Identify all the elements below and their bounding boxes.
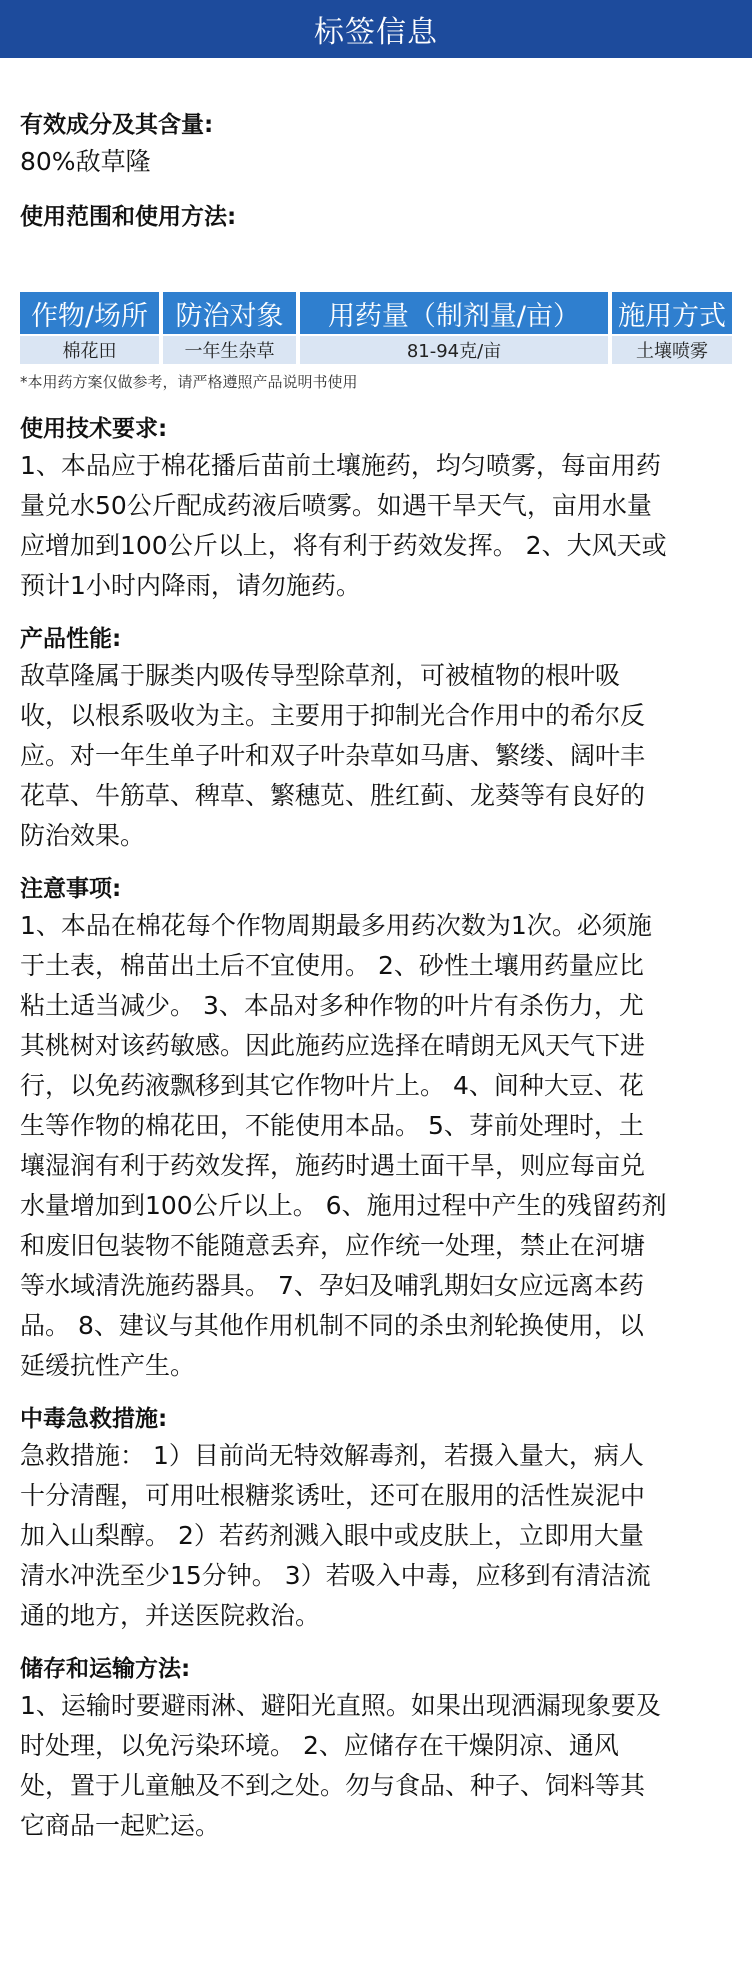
text-line: 防治效果。 xyxy=(20,821,146,850)
text-line: 敌草隆属于脲类内吸传导型除草剂，可被植物的根叶吸 xyxy=(20,661,621,690)
storage-section xyxy=(20,1652,732,1846)
performance-body xyxy=(20,656,732,856)
text-line: 加入山梨醇。 2）若药剂溅入眼中或皮肤上，立即用大量 xyxy=(20,1521,644,1550)
cell-target: 一年生杂草 xyxy=(163,336,296,364)
text-line: 清水冲洗至少15分钟。 3）若吸入中毒，应移到有清洁流 xyxy=(20,1561,651,1590)
text-line: 处，置于儿童触及不到之处。勿与食品、种子、饲料等其 xyxy=(20,1771,646,1800)
table-row xyxy=(20,336,732,364)
firstaid-section xyxy=(20,1402,732,1636)
text-line: 生等作物的棉花田，不能使用本品。 5、芽前处理时，土 xyxy=(20,1111,644,1140)
cautions-section xyxy=(20,872,732,1386)
text-line: 和废旧包装物不能随意丢弃，应作统一处理，禁止在河塘 xyxy=(20,1231,646,1260)
text-line: 1、本品在棉花每个作物周期最多用药次数为1次。必须施 xyxy=(20,911,652,940)
page-title: 标签信息 xyxy=(314,15,438,50)
ingredients-section xyxy=(20,108,732,182)
text-line: 壤湿润有利于药效发挥，施药时遇土面干旱，则应每亩兑 xyxy=(20,1151,646,1180)
text-line: 应增加到100公斤以上，将有利于药效发挥。 2、大风天或 xyxy=(20,531,667,560)
text-line: 应。对一年生单子叶和双子叶杂草如马唐、繁缕、阔叶丰 xyxy=(20,741,646,770)
firstaid-body xyxy=(20,1436,732,1636)
firstaid-title: 中毒急救措施: xyxy=(20,1406,168,1432)
text-line: 通的地方，并送医院救治。 xyxy=(20,1601,321,1630)
performance-title: 产品性能: xyxy=(20,626,122,652)
text-line: 1、运输时要避雨淋、避阳光直照。如果出现洒漏现象要及 xyxy=(20,1691,661,1720)
text-line: 其桃树对该药敏感。因此施药应选择在晴朗无风天气下进 xyxy=(20,1031,646,1060)
cell-crop: 棉花田 xyxy=(20,336,159,364)
text-line: 收，以根系吸收为主。主要用于抑制光合作用中的希尔反 xyxy=(20,701,646,730)
col-header-target: 防治对象 xyxy=(163,292,296,336)
text-line: 品。 8、建议与其他作用机制不同的杀虫剂轮换使用，以 xyxy=(20,1311,644,1340)
dosage-table xyxy=(16,292,736,364)
text-line: 延缓抗性产生。 xyxy=(20,1351,196,1380)
cell-method: 土壤喷雾 xyxy=(612,336,732,364)
tech-section xyxy=(20,412,732,606)
col-header-crop: 作物/场所 xyxy=(20,292,159,336)
cell-dosage: 81-94克/亩 xyxy=(300,336,608,364)
storage-title: 储存和运输方法: xyxy=(20,1656,191,1682)
dosage-table-header xyxy=(20,292,732,336)
cautions-body xyxy=(20,906,732,1386)
text-line: 时处理，以免污染环境。 2、应储存在干燥阴凉、通风 xyxy=(20,1731,619,1760)
text-line: 1、本品应于棉花播后苗前土壤施药，均匀喷雾，每亩用药 xyxy=(20,451,661,480)
usage-footnote: *本用药方案仅做参考，请严格遵照产品说明书使用 xyxy=(20,373,358,391)
ingredients-title: 有效成分及其含量: xyxy=(20,112,214,138)
text-line: 粘土适当减少。 3、本品对多种作物的叶片有杀伤力，尤 xyxy=(20,991,644,1020)
text-line: 它商品一起贮运。 xyxy=(20,1811,221,1840)
text-line: 预计1小时内降雨，请勿施药。 xyxy=(20,571,361,600)
col-header-dosage: 用药量（制剂量/亩） xyxy=(300,292,608,336)
col-header-method: 施用方式 xyxy=(612,292,732,336)
text-line: 量兑水50公斤配成药液后喷雾。如遇干旱天气，亩用水量 xyxy=(20,491,652,520)
text-line: 行，以免药液飘移到其它作物叶片上。 4、间种大豆、花 xyxy=(20,1071,644,1100)
ingredients-value: 80%敌草隆 xyxy=(20,147,151,176)
usage-section xyxy=(20,200,732,392)
text-line: 花草、牛筋草、稗草、繁穗苋、胜红蓟、龙葵等有良好的 xyxy=(20,781,646,810)
cautions-title: 注意事项: xyxy=(20,876,122,902)
tech-body xyxy=(20,446,732,606)
storage-body xyxy=(20,1686,732,1846)
usage-title: 使用范围和使用方法: xyxy=(20,204,237,230)
text-line: 十分清醒，可用吐根糖浆诱吐，还可在服用的活性炭泥中 xyxy=(20,1481,646,1510)
page-header xyxy=(0,0,752,58)
text-line: 于土表，棉苗出土后不宜使用。 2、砂性土壤用药量应比 xyxy=(20,951,644,980)
performance-section xyxy=(20,622,732,856)
label-content xyxy=(0,108,752,1846)
tech-title: 使用技术要求: xyxy=(20,416,168,442)
text-line: 水量增加到100公斤以上。 6、施用过程中产生的残留药剂 xyxy=(20,1191,667,1220)
text-line: 急救措施： 1）目前尚无特效解毒剂，若摄入量大，病人 xyxy=(20,1441,644,1470)
text-line: 等水域清洗施药器具。 7、孕妇及哺乳期妇女应远离本药 xyxy=(20,1271,644,1300)
